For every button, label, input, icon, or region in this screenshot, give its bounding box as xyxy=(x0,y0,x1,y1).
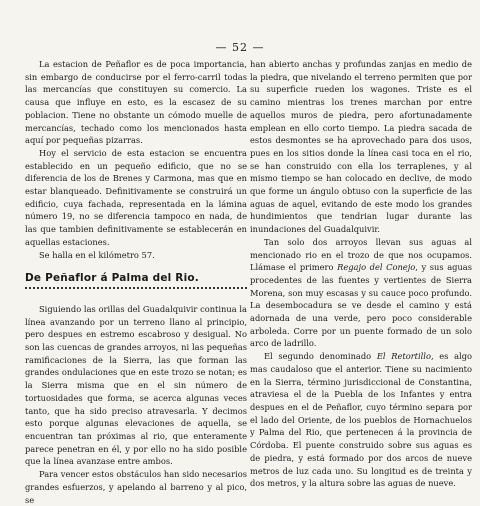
text-span: El segundo denominado xyxy=(264,351,377,362)
column-gutter xyxy=(243,58,244,458)
paragraph-cuttings: han abierto anchas y profundas zanjas en medio de la piedra, que nivelando el terreno permiten que por su superficie rueden los wagones. Triste es el camino mientras los trenes marchan por entre aquellos muros de piedra, pero afortunadamente emplean en ello corto tiempo. La piedra sacada de estos desmontes se ha aprovechado para dos usos, pues en los sitios donde la línea casi toca en el rio, se han construido con ella los terraplenes, y al mismo tiempo se han colocado en declive, de modo que forme un ángulo obtuso con la superficie de las aguas de aquel, evitando de este modo los grandes hundimientos que tendrian lugar durante las inundaciones del Guadalquivir. xyxy=(250,59,472,235)
paragraph-obstacles: Para vencer estos obstáculos han sido necesarios grandes esfuerzos, y apelando al barreno y al pico, se xyxy=(25,469,247,505)
page-number: — 52 — xyxy=(215,41,265,54)
paragraph-route-description: Siguiendo las orillas del Guadalquivir continua la línea avanzando por un terreno llano al principio, pero despues en estremo escabroso y desigual. No son las cuencas de grandes arroyos, ni las pequeñas ramificaciones de la Sierra, las que forman las grandes ondulaciones que en este trozo se notan; es la Sierra misma que en el sin número de tortuosidades que forma, se acerca algunas veces tanto, que ha sido preciso atravesarla. Y decimos esto porque algunas elevaciones de aquella, se encuentran tan próximas al rio, que enteramente parece penetran en él, y por ello no ha sido posible que la línea avanzase entre ambos. xyxy=(25,303,247,467)
right-column xyxy=(250,58,472,490)
text-span: Tan solo dos arroyos llevan sus aguas al mencionado rio en el trozo de que nos ocupamos. Llámase el primero xyxy=(250,236,472,273)
paragraph-second-stream xyxy=(250,350,472,490)
paragraph-kilometer: Se halla en el kilómetro 57. xyxy=(39,249,155,260)
stream-name-regajo: Regajo del Conejo xyxy=(337,262,416,273)
paragraph-first-stream xyxy=(250,236,472,350)
text-span: , y sus aguas procedentes de las fuentes y vertientes de Sierra Morena, son muy escasas y su cauce poco profundo. La desembocadura se ve desde el camino y está adornada de una verde, pero poco considerable arboleda. Corre por un puente formado de un solo arco de ladrillo. xyxy=(250,262,472,349)
left-column xyxy=(25,58,247,506)
paragraph-station-importance: La estacion de Peñaflor es de poca importancia, sin embargo de conducirse por el ferro-carril todas las mercancías que constituyen su comercio. La causa que influye en esto, es la escasez de su poblacion. Tiene no obstante un cómodo muelle de mercancías, techado como los mencionados hasta aquí por pequeñas pizarras. xyxy=(25,59,247,146)
paragraph-station-building: Hoy el servicio de esta estacion se encuentra establecido en un pequeño edificio, que no se diferencia de los de Brenes y Carmona, mas que en estar blanqueado. Definitivamente se construirá un edificio, cuya fachada, representada en la lámina número 19, no se diferencia tampoco en nada, de las que tambien definitivamente se establecerán en aquellas estaciones. xyxy=(25,147,247,247)
section-heading: De Peñaflor á Palma del Rio. xyxy=(25,272,247,289)
stream-name-retortillo: El Retortillo xyxy=(376,351,431,362)
text-span: , es algo mas caudaloso que el anterior. Tiene su nacimiento en la Sierra, término jurisdiccional de Constantina, atraviesa el de la Puebla de los Infantes y entra despues en el de Peñaflor, cuyo término separa por el lado del Oriente, de los pueblos de Hornachuelos y Palma del Rio, que pertenecen á la provincia de Córdoba. El puente construido sobre sus aguas es de piedra, y está formado por dos arcos de nueve metros de luz cada uno. Su longitud es de treinta y dos metros, y la altura sobre las aguas de nueve. xyxy=(250,351,472,489)
